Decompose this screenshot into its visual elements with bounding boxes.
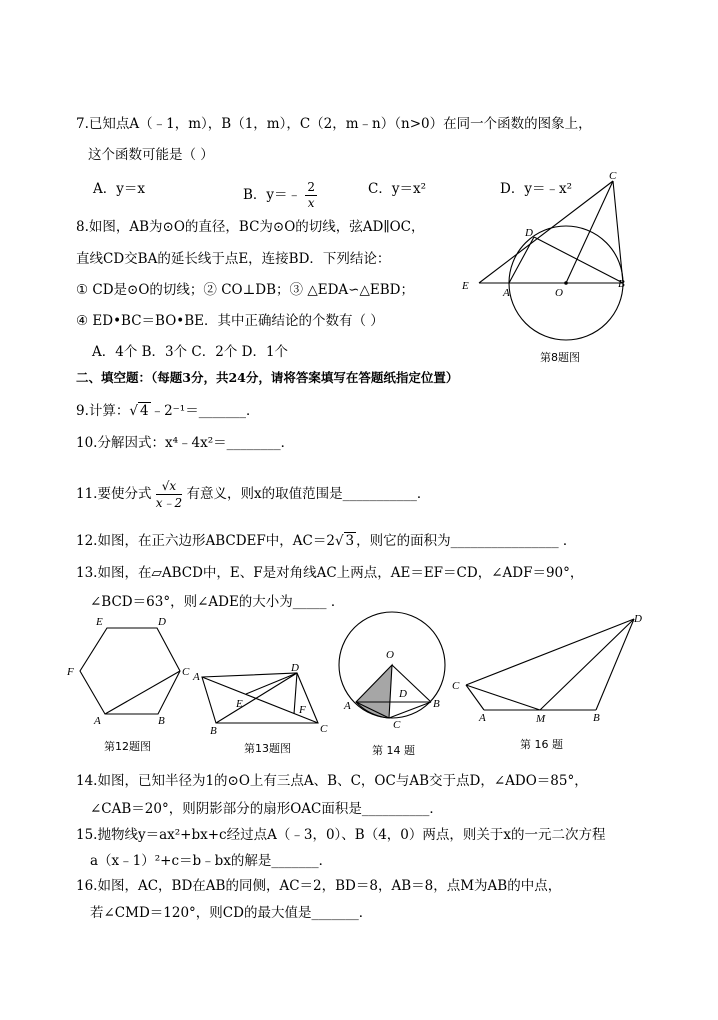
q7-line1: 7.已知点A（﹣1，m），B（1，m），C（2，m﹣n）（n>0）在同一个函数的图象上， [76,116,592,132]
figure-16 [448,608,648,728]
fig13-label-a: A [193,671,200,683]
fig12-label-b: B [158,715,165,727]
figure-13-diagram [190,660,340,740]
q7-line2: 这个函数可能是（ ） [88,147,214,163]
fig12-label-d: D [158,616,166,628]
figure-14-diagram [335,606,455,736]
q11-denominator: x﹣2 [155,496,183,510]
fig14-shaded-sector [356,665,392,718]
q9-line [76,402,259,420]
q9-suffix: ﹣2⁻¹＝_______． [150,403,260,419]
q7-option-c: C．y＝x² [368,181,426,197]
q13-line2: ∠BCD＝63°，则∠ADE的大小为_____ ． [90,594,345,610]
q7-option-d: D．y＝﹣x² [500,181,572,197]
q7-option-b [243,180,317,211]
fig14-label-o: O [386,649,394,661]
figure-8 [455,165,645,365]
figure-12-diagram [64,612,194,727]
fig8-label-d: D [525,227,533,239]
fig12-label-c: C [182,666,190,678]
q12-radicand: 3 [345,533,355,549]
q7-option-a: A．y＝x [93,181,145,197]
q9-radical-sign: √ [129,403,138,419]
q10-line: 10.分解因式：x⁴﹣4x²＝________． [76,435,295,451]
fig8-label-e: E [462,280,469,292]
fig16-label-m: M [536,713,546,725]
fig13-label-f: F [299,704,306,716]
q7-option-b-denominator: x [307,196,315,210]
section-2-heading: 二、填空题：（每题3分，共24分，请将答案填写在答题纸指定位置） [76,370,459,385]
q8-line3: ① CD是⊙O的切线；② CO⊥DB；③ △EDA∽△EBD； [76,282,414,298]
fig16-label-b: B [593,712,600,724]
q7-option-b-numerator: 2 [307,180,315,194]
q7-option-b-fraction [305,180,317,211]
q14-line2: ∠CAB＝20°，则阴影部分的扇形OAC面积是__________． [90,801,443,817]
q13-line1: 13.如图，在▱ABCD中，E、F是对角线AC上两点，AE＝EF＝CD，∠ADF＝90°， [76,565,584,581]
q15-line2: a（x﹣1）²+c＝b﹣bx的解是_______． [90,853,333,869]
figure-16-caption: 第 16 题 [520,738,563,751]
q11-suffix: 有意义，则x的取值范围是___________． [186,486,431,502]
q9-prefix: 9.计算： [76,403,130,419]
figure-8-caption: 第8题图 [540,351,580,364]
fig16-label-d: D [634,613,642,625]
fig12-label-f: F [67,666,74,678]
figure-13 [190,660,340,740]
q8-line1: 8.如图，AB为⊙O的直径，BC为⊙O的切线，弦AD∥OC， [76,219,425,235]
q8-line2: 直线CD交BA的延长线于点E，连接BD．下列结论： [76,251,391,267]
fig14-label-b: B [433,698,440,710]
q16-line1: 16.如图，AC，BD在AB的同侧，AC＝2，BD＝8，AB＝8，点M为AB的中点， [76,878,562,894]
q11-fraction [156,478,182,511]
q11-numerator: √x [156,478,182,495]
q12-radical-sign: √ [334,533,344,549]
figure-8-diagram [455,165,645,365]
q15-line1: 15.抛物线y＝ax²+bx+c经过点A（﹣3，0）、B（4，0）两点，则关于x的一元二次方程 [76,827,606,843]
q12-suffix: ，则它的面积为________________ ． [356,533,577,549]
fig8-label-o: O [555,287,563,299]
fig16-label-c: C [452,680,460,692]
fig13-label-d: D [291,662,299,674]
fig14-label-d: D [399,688,407,700]
q11-line [76,478,430,511]
q9-radicand: 4 [140,403,149,419]
figure-14 [335,606,455,736]
fig16-label-a: A [479,712,486,724]
figure-12 [64,612,194,727]
q16-line2: 若∠CMD＝120°，则CD的最大值是_______． [90,905,373,921]
fig14-label-a: A [344,700,351,712]
q8-options: A．4个 B．3个 C．2个 D．1个 [92,344,289,360]
fig13-label-c: C [320,723,328,735]
figure-16-diagram [448,608,648,728]
figure-13-caption: 第13题图 [244,742,291,755]
q11-prefix: 11.要使分式 [76,486,152,502]
fig12-label-a: A [94,715,101,727]
fig13-label-e: E [236,698,243,710]
fig13-label-b: B [210,725,217,737]
figure-12-caption: 第12题图 [104,740,151,753]
q12-prefix: 12.如图，在正六边形ABCDEF中，AC＝2 [76,533,335,549]
fig14-label-c: C [393,719,401,731]
q12-line [76,532,576,550]
q8-line4: ④ ED•BC＝BO•BE．其中正确结论的个数有（ ） [76,313,384,329]
fig8-label-a: A [503,287,510,299]
figure-14-caption: 第 14 题 [372,744,415,757]
fig12-label-e: E [96,616,103,628]
fig8-label-c: C [609,170,617,182]
fig8-label-b: B [618,278,625,290]
q14-line1: 14.如图，已知半径为1的⊙O上有三点A、B、C，OC与AB交于点D，∠ADO＝85°， [76,773,588,789]
q7-option-b-prefix: B．y＝﹣ [243,187,302,203]
